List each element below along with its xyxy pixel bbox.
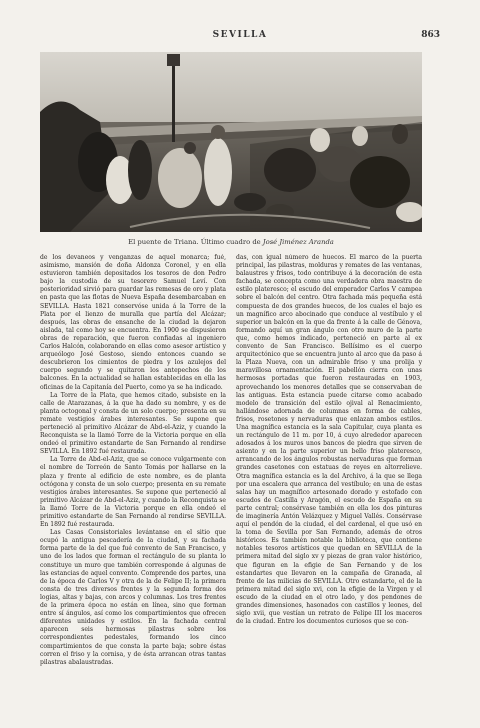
- caption-title: El puente de Triana. Último cuadro de: [128, 238, 263, 246]
- caption-author: José Jiménez Aranda: [262, 238, 334, 246]
- paragraph: La Torre de Abd-el-Aziz, que se conoce vulgarmente con el nombre de Torreón de Santo Tomás por hallarse en la plaza y frente al edificio de este nombre, es de planta octógona y consta de un solo cuerpo; presenta en su remate vestigios árabes interesantes. Se supone que perteneció al primitivo Alcázar de Abd-el-Aziz, y cuando la Reconquista se la llamó Torre de la Victoria porque en ella ondeó el primitivo estandarte de San Fernando al rendirse SEVILLA. En 1892 fué restaurada.: [40, 456, 226, 529]
- paragraph: Las Casas Consistoriales levántanse en el sitio que ocupó la antigua pescadería de la ciudad, y su fachada forma parte de la del que fué convento de San Francisco, y uno de los lados que forman el rectángulo de su planta lo constituye un muro que también corresponde á algunas de las estancias de aquel convento. Comprende dos partes, una de la época de Carlos V y otra de la de Felipe II; la primera consta de tres diversos frentes y la segunda forma dos logias, altas y bajas, con arcos y columnas. Los tres frentes de la primera época no están en línea, sino que forman entre sí ángulos, así como los compartimientos que ofrecen diferentes unidades y estilos. En la fachada central aparecen seis hermosas pilastras sobre los correspondientes pedestales, formando los cinco compartimientos de que consta la parte baja; sobre éstas corren el friso y la cornisa, y de ésta arrancan otras tantas pilastras abalaustradas.: [40, 529, 226, 666]
- painting-image: [40, 52, 422, 232]
- paragraph: La Torre de la Plata, que hemos citado, subsiste en la calle de Atarazanas, á la que ha dado su nombre, y es de planta octogonal y consta de un solo cuerpo; presenta en su remate vestigios árabes interesantes. Se supone que perteneció al primitivo Alcázar de Abd-el-Aziz, y cuando la Reconquista se la llamó Torre de la Victoria porque en ella ondeó el primitivo estandarte de San Fernando al rendirse SEVILLA. En 1892 fué restaurada.: [40, 391, 226, 456]
- page-header: [40, 30, 440, 44]
- paragraph: das, con igual número de huecos. El marco de la puerta principal, las pilastras, molduras y remates de las ventanas, balaustres y frisos, todo contribuye á la decoración de esta fachada, se concepta como una verdadera obra maestra de estilo plateresco; el escudo del emperador Carlos V campea sobre el balcón del centro. Otra fachada más pequeña está compuesta de dos grandes huecos, de los cuales el bajo es un magnífico arco abocinado que conduce al vestíbulo y el superior un balcón en la que da frente á la calle de Génova, formando aquí un gran ángulo con otro muro de la parte que, como hemos indicado, perteneció en parte al ex convento de San Francisco. Bellísimo es el cuerpo arquitectónico que se encuentra junto al arco que da paso á la Plaza Nueva, con un admirable friso y una prolija y maravillosa ornamentación. El pabellón cierra con unas hermosas portadas que fueron restauradas en 1903, aprovechando los menores detalles que se conservaban de las antiguas. Esta estancia puede citarse como acabado modelo de transición del estilo ojival al Renacimiento, hallándose adornada de columnas en forma de cables, frisos, rosetones y nervaduras que enlazan ambos estilos. Una magnífica estancia es la sala Capitular, cuya planta es un rectángulo de 11 m. por 10, á cuyo alrededor aparecen adosados á los muros unos bancos de piedra que sirven de asiento y en la parte superior un bello friso plateresco, arrancando de los ángulos robustas nervaduras que forman grandes casetones con estatuas de reyes en altorrelieve. Otra magnífica estancia es la del Archivo, á la que se llega por una escalera que arranca del vestíbulo; en una de estas salas hay un magnífico artesonado dorado y estofado con escudos de Castilla y Aragón, el escudo de España en su parte central; consérvase también en ella los dos pinturas de imaginería Antón Velázquez y Miguel Vallés. Consérvase aquí el pendón de la ciudad, el del cardenal, el que usó en la toma de Sevilla por San Fernando, además de otros históricos. Es también notable la biblioteca, que contiene notables tesoros artísticos que quedan en SEVILLA de la primera mitad del siglo xv y piezas de gran valor histórico, que figuran en la efigie de San Fernando y de los estandartes que llevaron en la campaña de Granada, al frente de las milicias de SEVILLA. Otro estandarte, el de la primera mitad del siglo xvi, con la efigie de la Virgen y el escudo de la ciudad en el otro lado, y dos pendones de grandes dimensiones, hasonados con castillos y leones, del siglo xvii, que vestían un retrato de Felipe III los maceros de la ciudad. Entre los documentos curiosos que se con-: [236, 254, 422, 626]
- paragraph: de los devaneos y venganzas de aquel monarca; fué, asimismo, mansión de doña Aldonza Coronel, y en ella estuvieron también depositados los tesoros de don Pedro bajo la custodia de su tesorero Samuel Leví. Con posterioridad sirvió para guardar las remesas de oro y plata en pasta que las flotas de Nueva España desembarcaban en SEVILLA. Hasta 1821 conservóse unida á la Torre de la Plata por el lienzo de muralla que partía del Alcázar; después, las obras de ensanche de la ciudad la dejaron aislada, tal como hoy se encuentra. En 1900 se dispusieron obras de reparación, que fueron confiadas al ingeniero Carlos Halcón, colaborando en ellas como asesor artístico y arqueólogo José Gestoso, siendo entonces cuando se descubrieron los cimientos de piedra y los azulejos del cuerpo segundo y se quitaron los antepechos de los balcones. En la actualidad se hallan establecidas en ella las oficinas de la Capitanía del Puerto, como ya se ha indicado.: [40, 254, 226, 391]
- painting-illustration: [40, 52, 422, 232]
- page-number: 863: [421, 30, 440, 40]
- left-column: [40, 254, 226, 722]
- figure-caption: [40, 238, 422, 246]
- article-body: [40, 254, 422, 722]
- running-title: SEVILLA: [212, 30, 268, 40]
- right-column: [236, 254, 422, 722]
